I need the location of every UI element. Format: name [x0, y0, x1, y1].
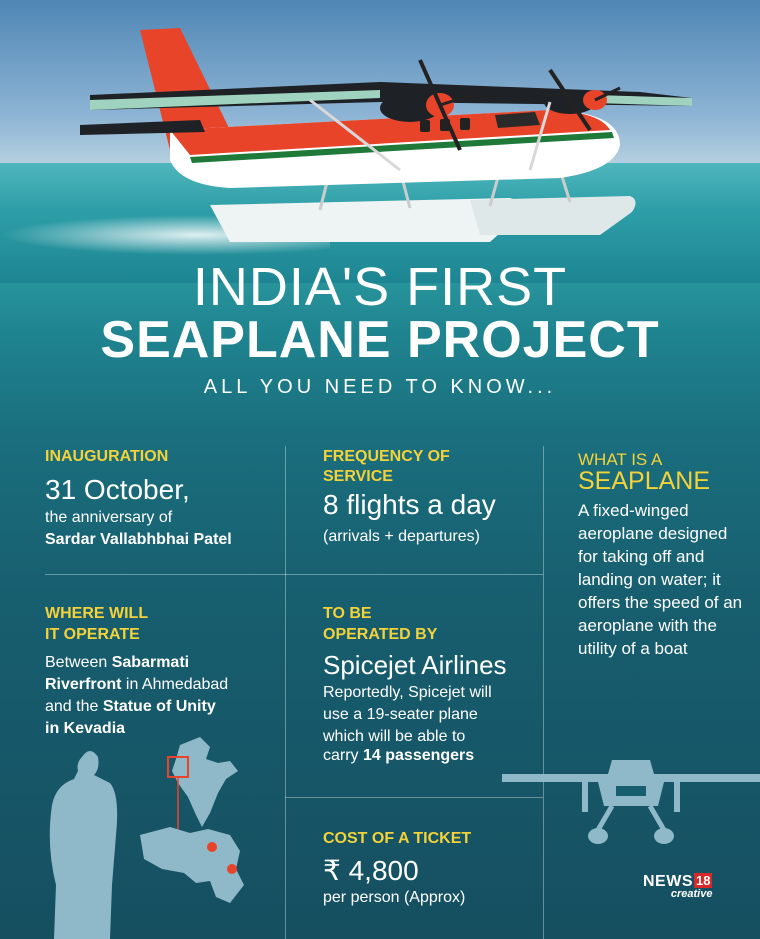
frequency-note: (arrivals + departures) — [323, 528, 480, 545]
divider-v2 — [543, 446, 544, 939]
logo-news: NEWS — [643, 873, 693, 890]
inauguration-date: 31 October, — [45, 474, 190, 505]
kevadia-pin-icon — [227, 864, 237, 874]
operator-label-2: OPERATED BY — [323, 626, 438, 643]
operator-line3: which will be able to — [323, 728, 466, 745]
what-is-label: WHAT IS A — [578, 450, 663, 469]
logo-18: 18 — [696, 873, 711, 888]
right-float — [470, 196, 636, 235]
operator-line1: Reportedly, Spicejet will — [323, 684, 492, 701]
seaplane-photo — [80, 20, 700, 255]
title-line-1: INDIA'S FIRST — [192, 257, 568, 317]
india-map-icon — [172, 737, 238, 827]
statue-of-unity-silhouette — [50, 751, 117, 939]
where-bold-1: Sabarmati — [111, 654, 190, 671]
where-label-1: WHERE WILL — [45, 605, 149, 622]
cost-note: per person (Approx) — [323, 889, 466, 906]
operator-line2: use a 19-seater plane — [323, 706, 478, 723]
operator-line4 — [323, 745, 474, 767]
where-text-1: Between — [45, 654, 112, 671]
cost-label: COST OF A TICKET — [323, 830, 472, 847]
gujarat-map-icon — [140, 827, 244, 903]
operator-label-1: TO BE — [323, 605, 372, 622]
operator-passengers: 14 passengers — [363, 747, 475, 764]
title-line-2: SEAPLANE PROJECT — [100, 311, 660, 369]
frequency-label-2: SERVICE — [323, 468, 393, 485]
where-bold-4: in Kevadia — [45, 720, 126, 737]
news18-creative-logo — [643, 873, 712, 900]
cost-value: ₹ 4,800 — [323, 855, 419, 886]
where-bold-3: Statue of Unity — [102, 698, 216, 715]
ahmedabad-pin-icon — [207, 842, 217, 852]
seaplane-outline-icon — [502, 756, 760, 856]
logo-creative: creative — [670, 888, 713, 900]
operator-value: Spicejet Airlines — [323, 650, 507, 680]
where-text-3: and the — [45, 698, 103, 715]
frequency-value: 8 flights a day — [323, 489, 496, 520]
subtitle: ALL YOU NEED TO KNOW... — [203, 376, 557, 398]
where-text-2: in Ahmedabad — [121, 676, 229, 693]
divider-v1 — [285, 446, 286, 939]
inauguration-line2: Sardar Vallabhbhai Patel — [45, 531, 232, 548]
what-is-body: A fixed-winged aeroplane designed for taking off and landing on water; it offers the speed of an aeroplane with the utility of a boat — [578, 501, 743, 658]
operator-line4-text: carry — [323, 747, 363, 764]
what-is-title: SEAPLANE — [578, 467, 711, 495]
inauguration-line1: the anniversary of — [45, 509, 173, 526]
frequency-label-1: FREQUENCY OF — [323, 448, 450, 465]
divider-h1 — [45, 574, 543, 575]
inauguration-label: INAUGURATION — [45, 448, 169, 465]
statue-and-map-illustration — [40, 735, 285, 939]
where-bold-2: Riverfront — [45, 676, 122, 693]
where-label-2: IT OPERATE — [45, 626, 140, 643]
where-description — [45, 652, 280, 740]
